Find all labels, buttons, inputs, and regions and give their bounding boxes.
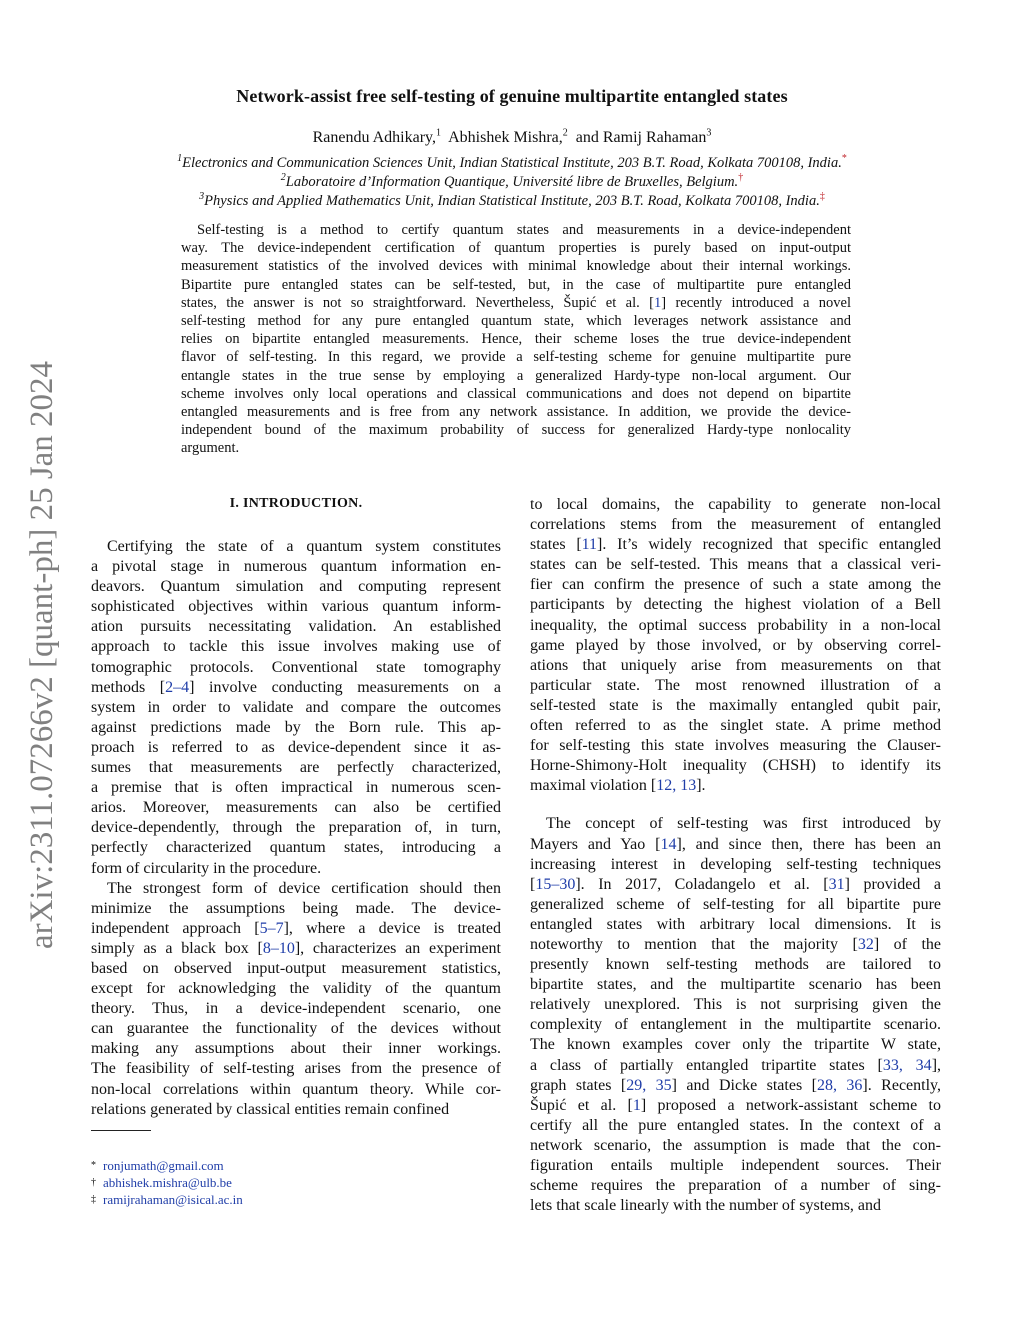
text-line: states [11]. It’s widely recognized that specific entangled — [530, 536, 942, 554]
author-list — [0, 129, 1024, 147]
text-line: correlations stems from the measurement of entangled — [530, 516, 941, 534]
text-line: Mayers and Yao [14], and since then, there has been an — [530, 835, 942, 853]
abstract-line: measurement statistics of the involved devices with minimal knowledge about their internal workings. — [181, 258, 851, 275]
text-line: a pivotal stage in numerous quantum information en- — [91, 558, 501, 576]
text-line: system in order to validate and compare the outcomes — [91, 698, 501, 716]
abstract-line: Self-testing is a method to certify quantum states and measurements in a device-independent — [197, 222, 851, 238]
citation-link[interactable]: 32 — [857, 935, 874, 953]
text-line: figuration entails multiple independent sources. Their — [530, 1157, 941, 1174]
email-link[interactable]: ramijrahaman@isical.ac.in — [103, 1192, 243, 1207]
text-line: inequality, the optimal success probability in a non-local — [530, 616, 941, 634]
text-line: ation pursuits necessitating validation. An established — [91, 618, 501, 636]
abstract-line: flavor of self-testing. In this regard, we provide a self-testing scheme for genuine multipartite pure — [181, 349, 851, 366]
text-line: states can be self-tested. This means that a classical veri- — [530, 556, 941, 574]
text-line: lets that scale linearly with the number of systems, and — [530, 1197, 882, 1215]
author: Ranendu Adhikary,$^1$ — [312, 127, 441, 146]
text-line: particular state. The most renowned illustration of a — [530, 676, 941, 694]
text-line: simply as a black box [8–10], characterizes an experiment — [91, 939, 501, 957]
text-line: scheme requires the preparation of a number of sing- — [530, 1177, 941, 1195]
text-line: a class of partially entangled tripartite states [33, 34], — [530, 1056, 942, 1074]
citation-link[interactable]: 14 — [660, 835, 677, 853]
text-line: independent approach [5–7], where a device is treated — [91, 919, 502, 937]
email-link[interactable]: ronjumath@gmail.com — [103, 1158, 224, 1173]
citation-link[interactable]: 5–7 — [259, 919, 284, 937]
footnote: ‡ ramijrahaman@isical.ac.in — [91, 1192, 243, 1207]
text-line: Horne-Shimony-Holt inequality (CHSH) to identify its — [530, 757, 941, 775]
citation-link[interactable]: 11 — [581, 536, 598, 554]
text-line: form of circularity in the procedure. — [91, 859, 322, 877]
affiliation: $^3$Physics and Applied Mathematics Unit, Indian Statistical Institute, 203 B.T. Road, Kolkata 700108, India.‡ — [199, 191, 825, 209]
paper-title: Network-assist free self-testing of genuine multipartite entangled states — [236, 86, 788, 106]
text-line: game played by those involved, or by observing correl- — [530, 636, 941, 654]
text-line: graph states [29, 35] and Dicke states [28, 36]. Recently, — [530, 1076, 942, 1094]
text-line: for self-testing this state involves measuring the Clauser- — [530, 737, 941, 755]
text-line: sumes that measurements are perfectly characterized, — [91, 759, 501, 777]
text-line: Šupić et al. [1] proposed a network-assistant scheme to — [530, 1096, 941, 1114]
text-line: device-dependently, through the preparation of, in turn, — [91, 819, 501, 837]
text-line: minimize the assumptions being made. The device- — [91, 899, 501, 917]
abstract-line: Bipartite pure entangled states can be self-tested, but, in the case of multipartite pure entangled — [181, 276, 851, 293]
text-line: self-tested state is the maximally entangled qubit pair, — [530, 696, 941, 714]
section-heading: I. INTRODUCTION. — [229, 496, 363, 511]
citation-link[interactable]: 28, 36 — [816, 1076, 863, 1094]
abstract-line: way. The device-independent certification of quantum properties is purely based on input-output — [181, 240, 851, 257]
author: and Ramij Rahaman$^3$ — [575, 127, 712, 146]
footnotes — [91, 1157, 243, 1208]
paragraph — [530, 814, 941, 1216]
text-line: participants by detecting the highest violation of a Bell — [530, 596, 941, 614]
footnote-link[interactable]: ‡ — [819, 191, 825, 203]
text-line: complexity of entanglement in the multipartite scenario. — [530, 1016, 941, 1034]
text-line: noteworthy to mention that the majority [32] of the — [530, 935, 942, 953]
text-line: theory. Thus, in a device-independent scenario, one — [91, 1000, 501, 1018]
abstract-line: scheme involves only local operations and classical communications and does not depend on bipartite — [181, 385, 851, 402]
text-line: non-local correlations within quantum theory. While cor- — [91, 1080, 501, 1098]
right-column — [530, 495, 941, 1216]
text-line: entangled states with arbitrary local dimensions. It is — [530, 915, 941, 933]
footnote-link[interactable]: * — [841, 153, 847, 165]
text-line: deavors. Quantum simulation and computing represent — [91, 578, 501, 596]
text-line: presently known self-testing methods are tailored to — [530, 956, 941, 974]
affiliation: $^2$Laboratoire d’Information Quantique, Université libre de Bruxelles, Belgium.† — [280, 172, 744, 190]
text-line: can guarantee the functionality of the devices without — [91, 1020, 501, 1038]
paragraph — [530, 495, 941, 796]
text-line: proach is referred to as device-dependent since it as- — [91, 738, 501, 756]
paragraph — [91, 537, 501, 879]
left-column — [91, 537, 501, 1120]
text-line: a premise that is often impractical in numerous scen- — [91, 779, 501, 797]
text-line: based on observed input-output measurement statistics, — [91, 959, 501, 977]
citation-link[interactable]: 33, 34 — [882, 1056, 932, 1074]
text-line: sophisticated objectives within various quantum inform- — [91, 598, 501, 616]
text-line: approach to tackle this issue involves making use of — [91, 638, 501, 656]
text-line: ations that uniquely arise from measurements on that — [530, 656, 941, 674]
abstract-line: relies on bipartite entangled measurements. Hence, their scheme loses the true device-independent — [181, 331, 851, 348]
citation-link[interactable]: 8–10 — [262, 939, 295, 957]
text-line: often referred to as the singlet state. A prime method — [530, 717, 941, 735]
arxiv-stamp — [20, 345, 60, 965]
text-line: fier can confirm the presence of such a state among the — [530, 576, 941, 594]
footnote: † abhishek.mishra@ulb.be — [91, 1175, 232, 1190]
text-line: to local domains, the capability to generate non-local — [530, 496, 941, 513]
footnote: * ronjumath@gmail.com — [91, 1158, 224, 1173]
text-line: Certifying the state of a quantum system constitutes — [107, 538, 501, 555]
citation-link[interactable]: 31 — [828, 875, 845, 893]
text-line: network scenario, the assumption is made that the con- — [530, 1136, 941, 1154]
citation-link[interactable]: 29, 35 — [626, 1076, 672, 1094]
text-line: except for acknowledging the validity of the quantum — [91, 980, 501, 998]
arxiv-stamp-text: arXiv:2311.07266v2 [quant-ph] 25 Jan 2024 — [24, 360, 60, 950]
text-line: The strongest form of device certification should then — [107, 879, 501, 897]
citation-link[interactable]: 1 — [653, 294, 662, 311]
text-line: relations generated by classical entities remain confined — [91, 1100, 450, 1118]
text-line: generalized scheme of self-testing for all bipartite pure — [530, 895, 941, 913]
text-line: The known examples cover only the tripartite W state, — [530, 1036, 941, 1054]
text-line: against predictions made by the Born rule. This ap- — [91, 718, 501, 736]
abstract-line: entangled measurements and is free from any network assistance. In addition, we provide the device- — [181, 404, 851, 421]
text-line: certify all the pure entangled states. In the context of a — [530, 1116, 941, 1134]
text-line: methods [2–4] involve conducting measurements on a — [91, 678, 502, 696]
text-line: The concept of self-testing was first introduced by — [546, 815, 941, 833]
text-line: The feasibility of self-testing arises from the presence of — [91, 1060, 501, 1078]
abstract-line: independent bound of the maximum probability of success for generalized Hardy-type nonlocality — [181, 422, 851, 439]
abstract — [181, 221, 851, 458]
citation-link[interactable]: 15–30 — [535, 875, 576, 893]
citation-link[interactable]: 12, 13 — [656, 777, 697, 795]
text-line: relatively unexplored. This is not surprising given the — [530, 996, 941, 1014]
footnote-rule — [91, 1130, 151, 1131]
abstract-line: self-testing method for any pure entangled quantum state, which leverages network assistance and — [181, 313, 851, 330]
text-line: making any assumptions about their inner workings. — [91, 1040, 501, 1058]
citation-link[interactable]: 1 — [632, 1096, 641, 1114]
author: Abhishek Mishra,$^2$ — [448, 127, 568, 146]
text-line: increasing interest in developing self-testing techniques — [530, 855, 941, 873]
text-line: maximal violation [12, 13]. — [530, 777, 706, 795]
email-link[interactable]: abhishek.mishra@ulb.be — [103, 1175, 232, 1190]
text-line: tomographic protocols. Conventional state tomography — [91, 658, 501, 676]
text-line: perfectly characterized quantum states, introducing a — [91, 839, 501, 857]
affiliation: $^1$Electronics and Communication Sciences Unit, Indian Statistical Institute, 203 B.T. Road, Kolkata 700108, India.* — [177, 153, 847, 171]
footnote-link[interactable]: † — [738, 172, 744, 184]
abstract-line: entangle states in the true sense by employing a generalized Hardy-type non-local argument. Our — [181, 367, 851, 384]
citation-link[interactable]: 2–4 — [165, 678, 190, 696]
abstract-line: states, the answer is not so straightforward. Nevertheless, Šupić et al. [1] recently introduced a novel — [181, 294, 851, 311]
text-line: [15–30]. In 2017, Coladangelo et al. [31] provided a — [530, 875, 941, 893]
text-line: bipartite states, and the multipartite scenario has been — [530, 976, 941, 994]
abstract-line: argument. — [181, 440, 240, 457]
paragraph — [91, 879, 501, 1120]
text-line: arios. Moreover, measurements can also be certified — [91, 799, 501, 817]
